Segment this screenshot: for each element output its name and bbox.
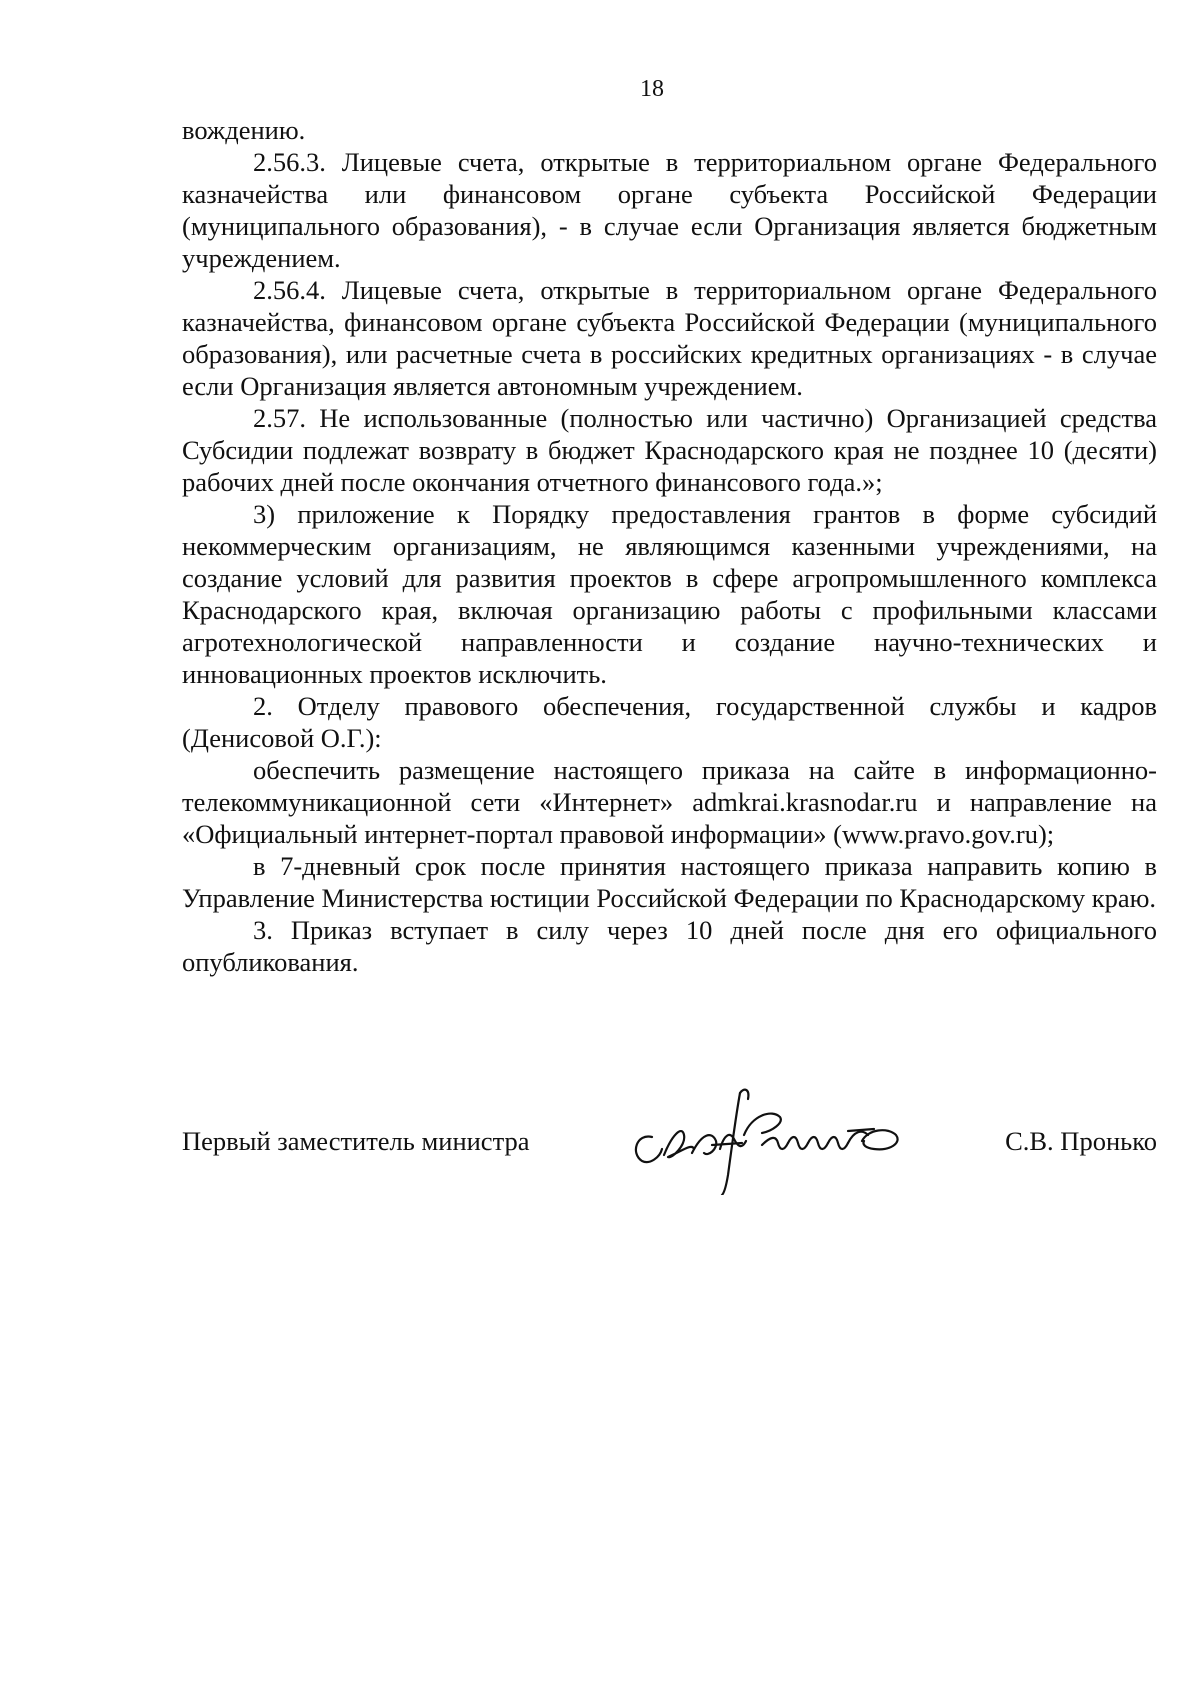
signatory-position: Первый заместитель министра xyxy=(182,1126,530,1156)
paragraph: вождению. xyxy=(182,115,306,145)
page-number: 18 xyxy=(640,76,664,102)
handwritten-signature xyxy=(612,1075,932,1195)
paragraph: 3. Приказ вступает в силу через 10 дней после дня его официального опубликования. xyxy=(182,915,1157,977)
paragraph: в 7-дневный срок после принятия настоящего приказа направить копию в Управление Министерства юстиции Российской Федерации по Краснодарскому краю. xyxy=(182,851,1157,913)
signature-block xyxy=(182,1075,1157,1195)
paragraph: 3) приложение к Порядку предоставления грантов в форме субсидий некоммерческим организациям, не являющимся казенными учреждениями, на создание условий для развития проектов в сфере агропромышленного комплекса Краснодарского края, включая организацию работы с профильными классами агротехнологической направленности и создание научно-технических и инновационных проектов исключить. xyxy=(182,499,1157,689)
paragraph: 2. Отделу правового обеспечения, государственной службы и кадров (Денисовой О.Г.): xyxy=(182,691,1157,753)
paragraph: 2.57. Не использованные (полностью или частично) Организацией средства Субсидии подлежат возврату в бюджет Краснодарского края не позднее 10 (десяти) рабочих дней после окончания отчетного финансового года.»; xyxy=(182,403,1157,497)
paragraph: обеспечить размещение настоящего приказа на сайте в информационно-телекоммуникационной сети «Интернет» admkrai.krasnodar.ru и направление на «Официальный интернет-портал правовой информации» (www.pravo.gov.ru); xyxy=(182,755,1157,849)
document-body xyxy=(182,114,1157,978)
paragraph: 2.56.3. Лицевые счета, открытые в территориальном органе Федерального казначейства или финансовом органе субъекта Российской Федерации (муниципального образования), - в случае если Организация является бюджетным учреждением. xyxy=(182,147,1157,273)
paragraph: 2.56.4. Лицевые счета, открытые в территориальном органе Федерального казначейства, финансовом органе субъекта Российской Федерации (муниципального образования), или расчетные счета в российских кредитных организациях - в случае если Организация является автономным учреждением. xyxy=(182,275,1157,401)
signatory-name: С.В. Пронько xyxy=(1005,1126,1157,1156)
